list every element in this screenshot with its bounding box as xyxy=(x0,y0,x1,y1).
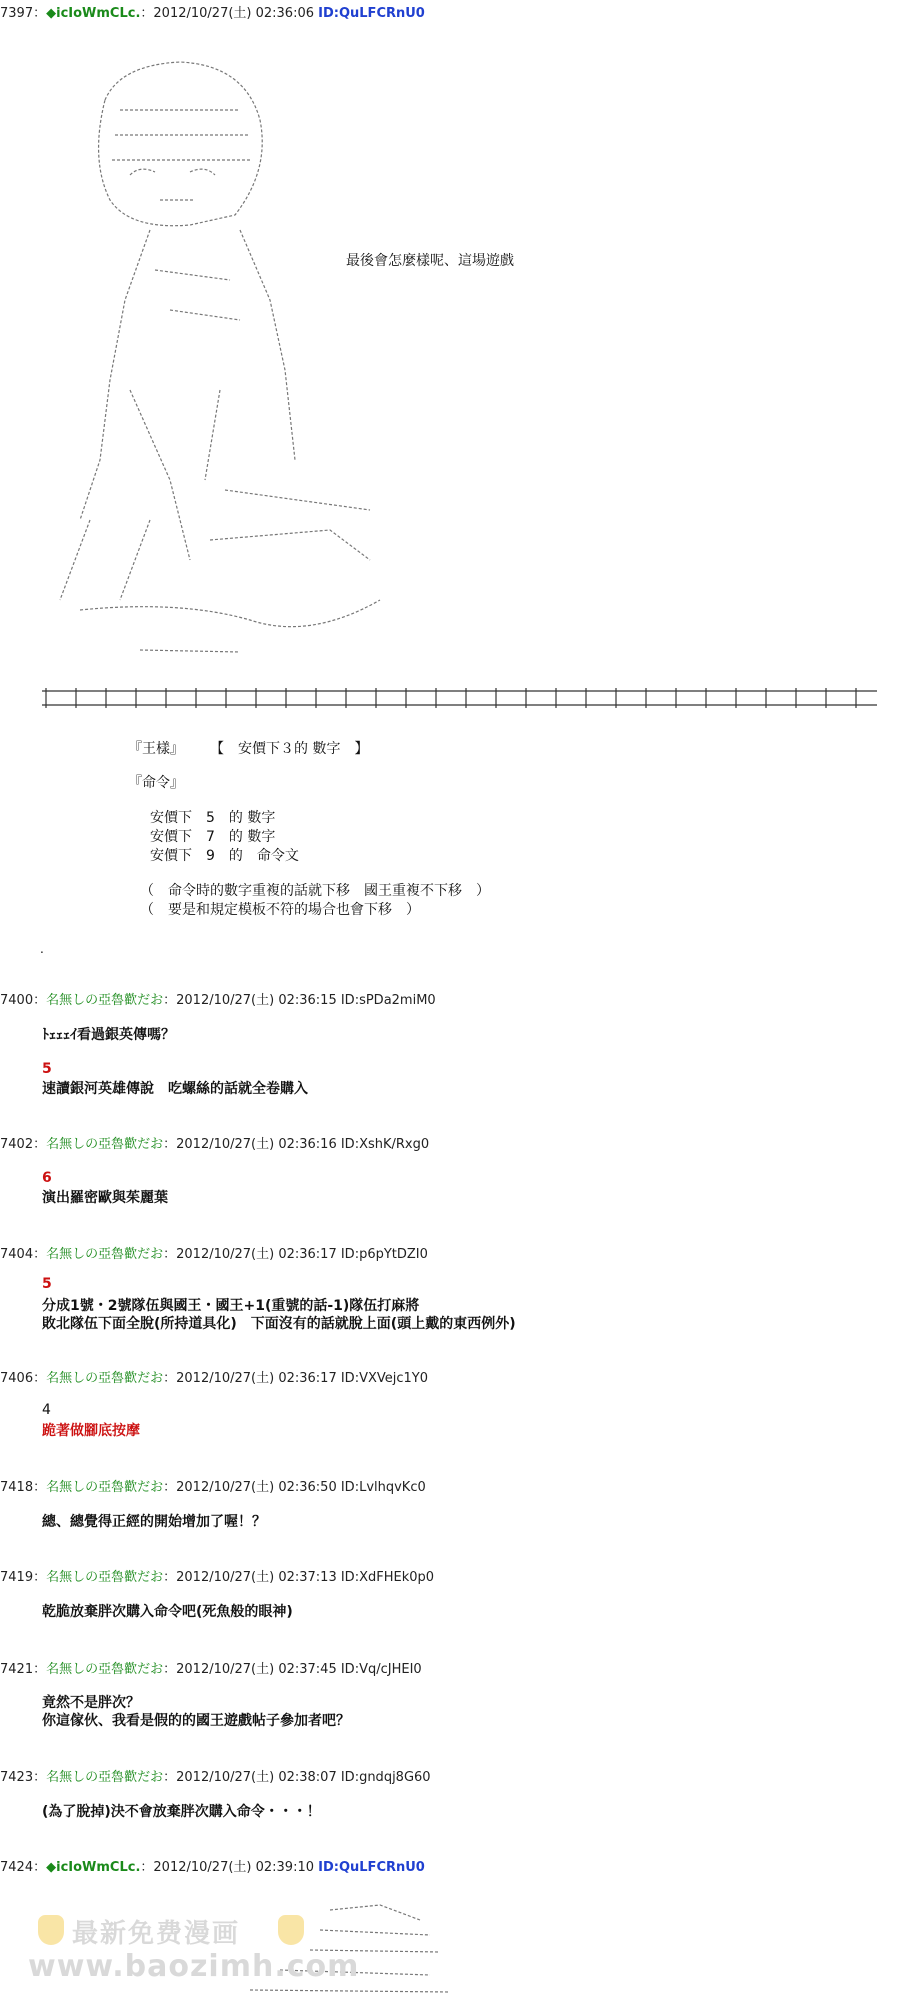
trailing-dot: . xyxy=(40,942,44,956)
post-date: ：2012/10/27(土) 02:38:07 ID:gndqj8G60 xyxy=(163,1770,431,1785)
post-header-7400: 7400：名無しの亞魯歡だお：2012/10/27(土) 02:36:15 ID:sPDa2miM0 xyxy=(0,993,436,1008)
reply-text: 演出羅密歐與茱麗葉 xyxy=(42,1190,168,1206)
pointing-hand-icon xyxy=(278,1915,304,1945)
poster-name: 名無しの亞魯歡だお xyxy=(46,1662,164,1677)
post-number[interactable]: 7419 xyxy=(0,1570,34,1585)
order-line: 安價下 7 的 數字 xyxy=(150,829,276,845)
anchor-number: 5 xyxy=(42,1061,52,1077)
anchor-number: 5 xyxy=(42,1276,52,1292)
ascii-art-figure xyxy=(30,40,410,680)
watermark-url: www.baozimh.com xyxy=(28,1949,360,1984)
reply-text: 敗北隊伍下面全脫(所持道具化) 下面沒有的話就脫上面(頭上戴的東西例外) xyxy=(42,1316,516,1332)
post-header-7421: 7421：名無しの亞魯歡だお：2012/10/27(土) 02:37:45 ID:Vq/cJHEI0 xyxy=(0,1662,422,1677)
reply-text: (為了脫掉)決不會放棄胖次購入命令・・・！ xyxy=(42,1804,321,1820)
post-number[interactable]: 7421 xyxy=(0,1662,34,1677)
reply-text: 分成1號・2號隊伍與國王・國王+1(重號的話-1)隊伍打麻將 xyxy=(42,1298,420,1314)
poster-name: 名無しの亞魯歡だお xyxy=(46,1570,164,1585)
reply-text: 乾脆放棄胖次購入命令吧(死魚般的眼神) xyxy=(42,1604,293,1620)
post-header-7424: 7424：◆icIoWmCLc.：2012/10/27(土) 02:39:10 ID:QuLFCRnU0 xyxy=(0,1860,425,1875)
op-id[interactable]: ID:QuLFCRnU0 xyxy=(318,6,425,21)
poster-name: 名無しの亞魯歡だお xyxy=(46,1137,164,1152)
post-date: ：2012/10/27(土) 02:36:15 ID:sPDa2miM0 xyxy=(163,993,436,1008)
reply-text: 竟然不是胖次？ xyxy=(42,1695,140,1711)
post-header-7402: 7402：名無しの亞魯歡だお：2012/10/27(土) 02:36:16 ID:XshK/Rxg0 xyxy=(0,1137,430,1152)
op-speech: 最後會怎麼樣呢、這場遊戲 xyxy=(346,253,514,269)
rule-note: （ 命令時的數字重複的話就下移 國王重複不下移 ） xyxy=(140,883,490,899)
post-header-7418: 7418：名無しの亞魯歡だお：2012/10/27(土) 02:36:50 ID:LvlhqvKc0 xyxy=(0,1480,426,1495)
post-number[interactable]: 7400 xyxy=(0,993,34,1008)
post-date: ：2012/10/27(土) 02:36:50 ID:LvlhqvKc0 xyxy=(163,1480,426,1495)
ruler-divider xyxy=(42,688,882,710)
reply-text: 總、總覺得正經的開始增加了喔！？ xyxy=(42,1514,266,1530)
post-number[interactable]: 7402 xyxy=(0,1137,34,1152)
post-header-7423: 7423：名無しの亞魯歡だお：2012/10/27(土) 02:38:07 ID:gndqj8G60 xyxy=(0,1770,431,1785)
king-value: 【 安價下３的 數字 】 xyxy=(210,741,369,757)
post-number[interactable]: 7423 xyxy=(0,1770,34,1785)
pointing-hand-icon xyxy=(38,1915,64,1945)
anchor-number: 4 xyxy=(42,1402,51,1418)
rule-note: （ 要是和規定模板不符的場合也會下移 ） xyxy=(140,902,420,918)
post-header-7406: 7406：名無しの亞魯歡だお：2012/10/27(土) 02:36:17 ID:VXVejc1Y0 xyxy=(0,1371,428,1386)
site-watermark xyxy=(28,1905,360,1985)
post-number[interactable]: 7418 xyxy=(0,1480,34,1495)
post-header-7419: 7419：名無しの亞魯歡だお：2012/10/27(土) 02:37:13 ID:XdFHEk0p0 xyxy=(0,1570,435,1585)
king-label: 『王樣』 xyxy=(128,741,184,757)
watermark-title: 最新免费漫画 xyxy=(72,1919,241,1949)
post-date: ：2012/10/27(土) 02:36:17 ID:VXVejc1Y0 xyxy=(163,1371,428,1386)
post-header-7397: 7397：◆icIoWmCLc.：2012/10/27(土) 02:36:06 ID:QuLFCRnU0 xyxy=(0,6,425,21)
order-label: 『命令』 xyxy=(128,775,184,791)
op-id[interactable]: ID:QuLFCRnU0 xyxy=(318,1860,425,1875)
op-tripcode: ◆icIoWmCLc. xyxy=(46,6,141,21)
poster-name: 名無しの亞魯歡だお xyxy=(46,1371,164,1386)
poster-name: 名無しの亞魯歡だお xyxy=(46,1480,164,1495)
reply-text: 你這傢伙、我看是假的的國王遊戲帖子參加者吧？ xyxy=(42,1713,350,1729)
reply-text: ﾄｪｪｪｲ看過銀英傳嗎？ xyxy=(42,1027,175,1043)
post-number[interactable]: 7424 xyxy=(0,1860,34,1875)
anchor-number: 6 xyxy=(42,1170,52,1186)
poster-name: 名無しの亞魯歡だお xyxy=(46,1247,164,1262)
post-date: ：2012/10/27(土) 02:36:16 ID:XshK/Rxg0 xyxy=(163,1137,430,1152)
post-date: ：2012/10/27(土) 02:36:06 xyxy=(140,6,314,21)
poster-name: 名無しの亞魯歡だお xyxy=(46,1770,164,1785)
post-date: ：2012/10/27(土) 02:36:17 ID:p6pYtDZI0 xyxy=(163,1247,428,1262)
op-tripcode: ◆icIoWmCLc. xyxy=(46,1860,141,1875)
reply-text: 速讀銀河英雄傳說 吃螺絲的話就全卷購入 xyxy=(42,1081,308,1097)
order-line: 安價下 9 的 命令文 xyxy=(150,848,299,864)
post-number[interactable]: 7406 xyxy=(0,1371,34,1386)
post-number[interactable]: 7397 xyxy=(0,6,34,21)
post-date: ：2012/10/27(土) 02:37:13 ID:XdFHEk0p0 xyxy=(163,1570,435,1585)
post-date: ：2012/10/27(土) 02:39:10 xyxy=(140,1860,314,1875)
post-date: ：2012/10/27(土) 02:37:45 ID:Vq/cJHEI0 xyxy=(163,1662,422,1677)
reply-text: 跪著做腳底按摩 xyxy=(42,1423,140,1439)
poster-name: 名無しの亞魯歡だお xyxy=(46,993,164,1008)
post-number[interactable]: 7404 xyxy=(0,1247,34,1262)
post-header-7404: 7404：名無しの亞魯歡だお：2012/10/27(土) 02:36:17 ID:p6pYtDZI0 xyxy=(0,1247,428,1262)
order-line: 安價下 5 的 數字 xyxy=(150,810,276,826)
